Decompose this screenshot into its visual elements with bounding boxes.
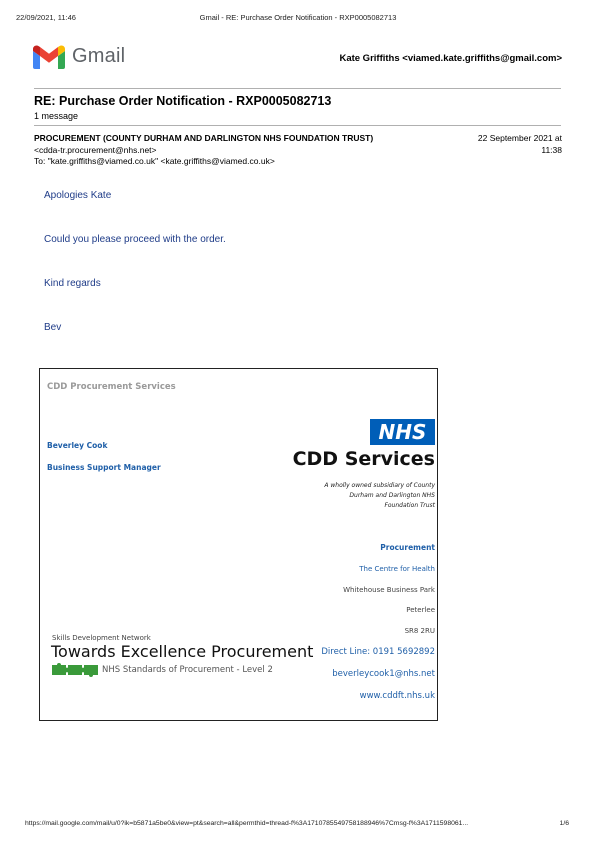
gmail-wordmark: Gmail — [72, 45, 126, 67]
badge-title — [51, 642, 313, 661]
gmail-logo-icon — [33, 44, 65, 70]
badge-network: Skills Development Network — [52, 634, 151, 642]
print-footer-url: https://mail.google.com/mail/u/0?ik=b5871a5be0&view=pt&search=all&permthid=thread-f%3A1710785549758188946%7Cmsg-f%3A1711598061... — [25, 820, 469, 827]
body-paragraph: Bev — [44, 322, 62, 333]
recipient-line: To: "kate.griffiths@viamed.co.uk" <kate.griffiths@viamed.co.uk> — [34, 156, 275, 166]
address-line: SR8 2RU — [404, 627, 435, 635]
nhs-logo: NHS — [370, 419, 435, 445]
cdd-services-logo: CDD Services — [292, 448, 435, 470]
badge-subtitle: NHS Standards of Procurement - Level 2 — [102, 665, 273, 675]
signature-email-link[interactable]: beverleycook1@nhs.net — [332, 669, 435, 679]
signature-name: Beverley Cook — [47, 441, 108, 450]
signature-phone: Direct Line: 0191 5692892 — [321, 647, 435, 657]
print-page-title: Gmail - RE: Purchase Order Notification - RXP0005082713 — [199, 13, 397, 22]
badge-title-text: Towards Excellence Procurement — [51, 642, 314, 661]
subsidiary-line: Foundation Trust — [384, 502, 435, 509]
signature-dept: Procurement — [380, 543, 435, 552]
sender-email[interactable]: <cdda-tr.procurement@nhs.net> — [34, 145, 157, 155]
divider — [34, 125, 561, 126]
address-line: The Centre for Health — [359, 565, 435, 573]
signature-title: Business Support Manager — [47, 463, 161, 472]
print-page-number: 1/6 — [559, 820, 569, 827]
subsidiary-note — [324, 481, 435, 511]
subsidiary-line: Durham and Darlington NHS — [349, 492, 435, 499]
account-label: Kate Griffiths <viamed.kate.griffiths@gmail.com> — [339, 53, 562, 64]
body-paragraph: Apologies Kate — [44, 190, 112, 201]
subsidiary-line: A wholly owned subsidiary of County — [324, 482, 435, 489]
message-count: 1 message — [34, 111, 79, 121]
signature-website-link[interactable]: www.cddft.nhs.uk — [359, 691, 435, 701]
address-line: Peterlee — [406, 606, 435, 614]
body-paragraph: Could you please proceed with the order. — [44, 234, 226, 245]
print-datetime: 22/09/2021, 11:46 — [16, 13, 76, 22]
message-date-line2: 11:38 — [541, 145, 562, 155]
divider — [34, 88, 561, 89]
puzzle-pieces-icon — [52, 663, 98, 677]
thread-subject: RE: Purchase Order Notification - RXP0005082713 — [34, 94, 332, 108]
message-date-line1: 22 September 2021 at — [477, 133, 562, 143]
signature-org-header: CDD Procurement Services — [47, 382, 176, 392]
address-line: Whitehouse Business Park — [343, 586, 435, 594]
sender-name: PROCUREMENT (COUNTY DURHAM AND DARLINGTON NHS FOUNDATION TRUST) — [34, 133, 374, 143]
body-paragraph: Kind regards — [44, 278, 101, 289]
message-date — [478, 133, 562, 155]
